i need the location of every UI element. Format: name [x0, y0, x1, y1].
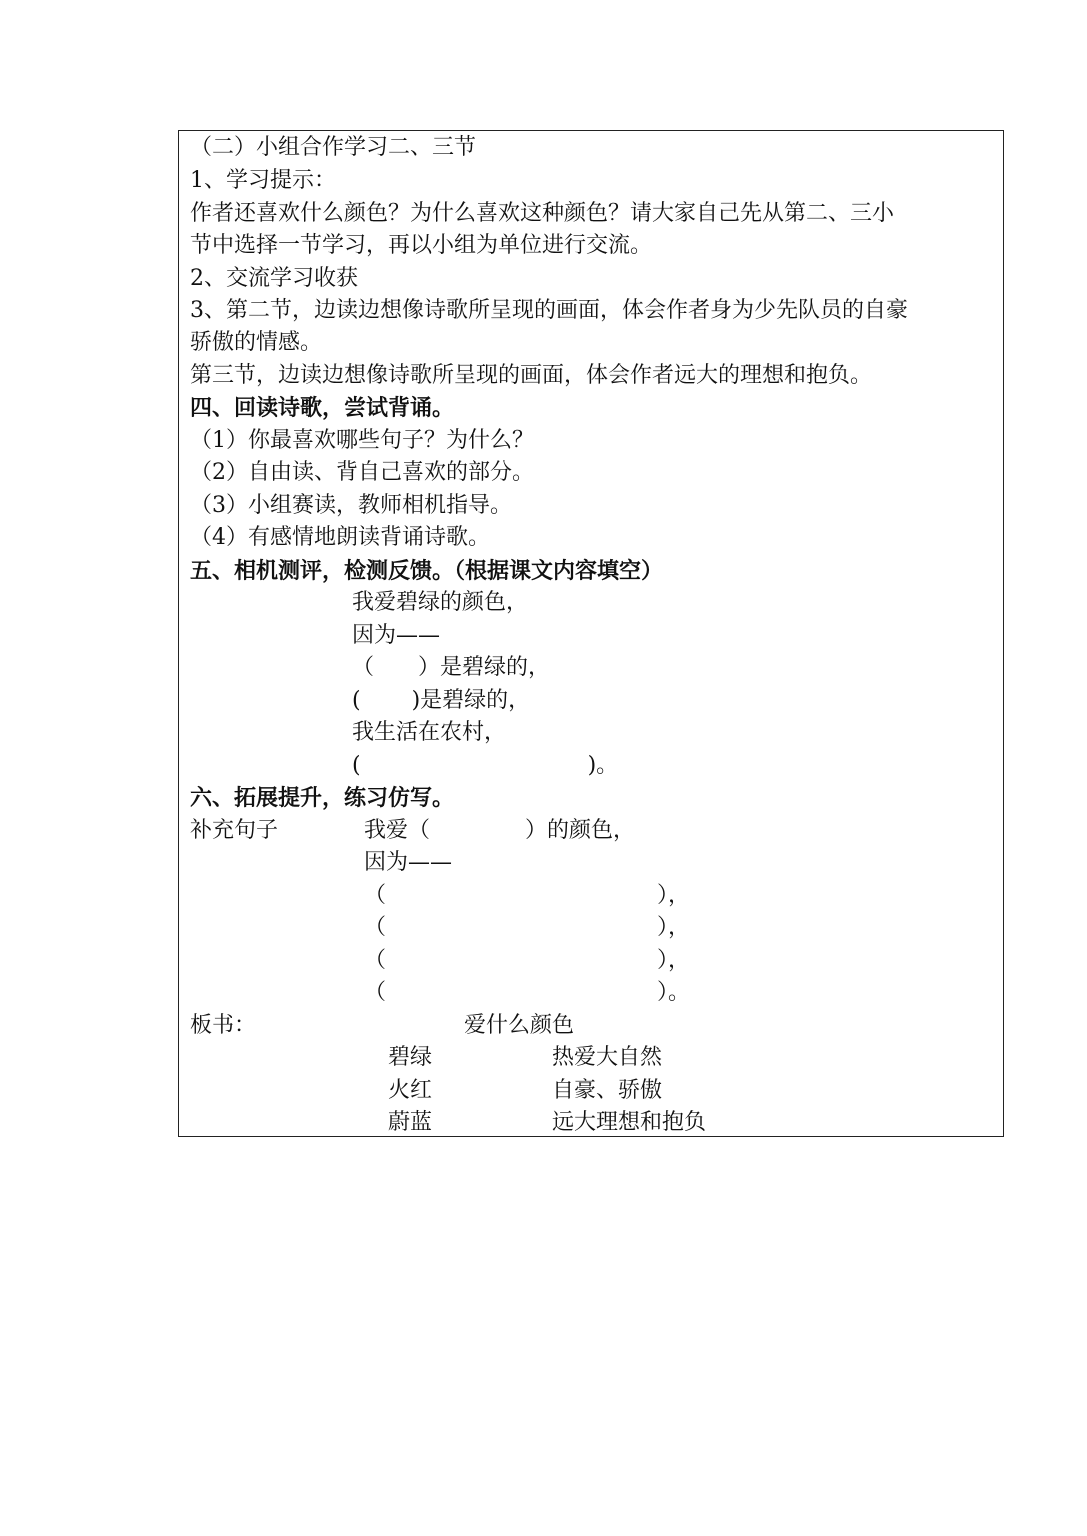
poem-blank-line: ( )是碧绿的，: [352, 688, 531, 713]
board-meaning: 远大理想和抱负: [552, 1110, 707, 1135]
section4-heading: 四、回读诗歌，尝试背诵。: [190, 395, 455, 421]
section2-title: （二）小组合作学习二、三节: [190, 135, 477, 160]
poem-line: 因为——: [352, 623, 441, 648]
section6-heading: 六、拓展提升，练习仿写。: [190, 785, 455, 811]
section4-item: （1）你最喜欢哪些句子？为什么？: [190, 428, 534, 453]
section5-heading: 五、相机测评，检测反馈。（根据课文内容填空）: [190, 558, 664, 584]
board-meaning: 自豪、骄傲: [552, 1078, 663, 1103]
imitation-blank-line: （ ），: [364, 948, 690, 973]
poem-blank-line: ( )。: [352, 753, 619, 778]
poem-blank-line: （ ）是碧绿的，: [352, 655, 551, 680]
tip-line-1: 作者还喜欢什么颜色？为什么喜欢这种颜色？请大家自己先从第二、三小: [190, 201, 895, 226]
part3-line-2: 骄傲的情感。: [190, 330, 323, 355]
section4-item: （4）有感情地朗读背诵诗歌。: [190, 525, 490, 550]
imitation-blank-line: （ ），: [364, 915, 690, 940]
board-meaning: 热爱大自然: [552, 1045, 663, 1070]
board-label: 板书：: [190, 1013, 257, 1038]
board-color: 火红: [388, 1078, 433, 1103]
part3-line-1: 3、第二节，边读边想像诗歌所呈现的画面，体会作者身为少先队员的自豪: [190, 298, 908, 323]
exchange-line: 2、交流学习收获: [190, 266, 358, 291]
part3-line-3: 第三节，边读边想像诗歌所呈现的画面，体会作者远大的理想和抱负。: [190, 363, 873, 388]
board-color: 碧绿: [388, 1045, 433, 1070]
imitation-blank-line: （ ）。: [364, 980, 690, 1005]
poem-line: 我爱碧绿的颜色，: [352, 590, 529, 615]
tip-line-2: 节中选择一节学习，再以小组为单位进行交流。: [190, 233, 653, 258]
poem-line: 我生活在农村，: [352, 720, 507, 745]
imitation-line: 我爱（ ）的颜色，: [364, 818, 635, 843]
section4-item: （3）小组赛读，教师相机指导。: [190, 493, 512, 518]
tip-heading: 1、学习提示：: [190, 168, 336, 193]
supplement-label: 补充句子: [190, 818, 279, 843]
board-title: 爱什么颜色: [464, 1013, 575, 1038]
board-color: 蔚蓝: [388, 1110, 433, 1135]
section4-item: （2）自由读、背自己喜欢的部分。: [190, 460, 534, 485]
imitation-line: 因为——: [364, 850, 453, 875]
imitation-blank-line: （ ），: [364, 883, 690, 908]
